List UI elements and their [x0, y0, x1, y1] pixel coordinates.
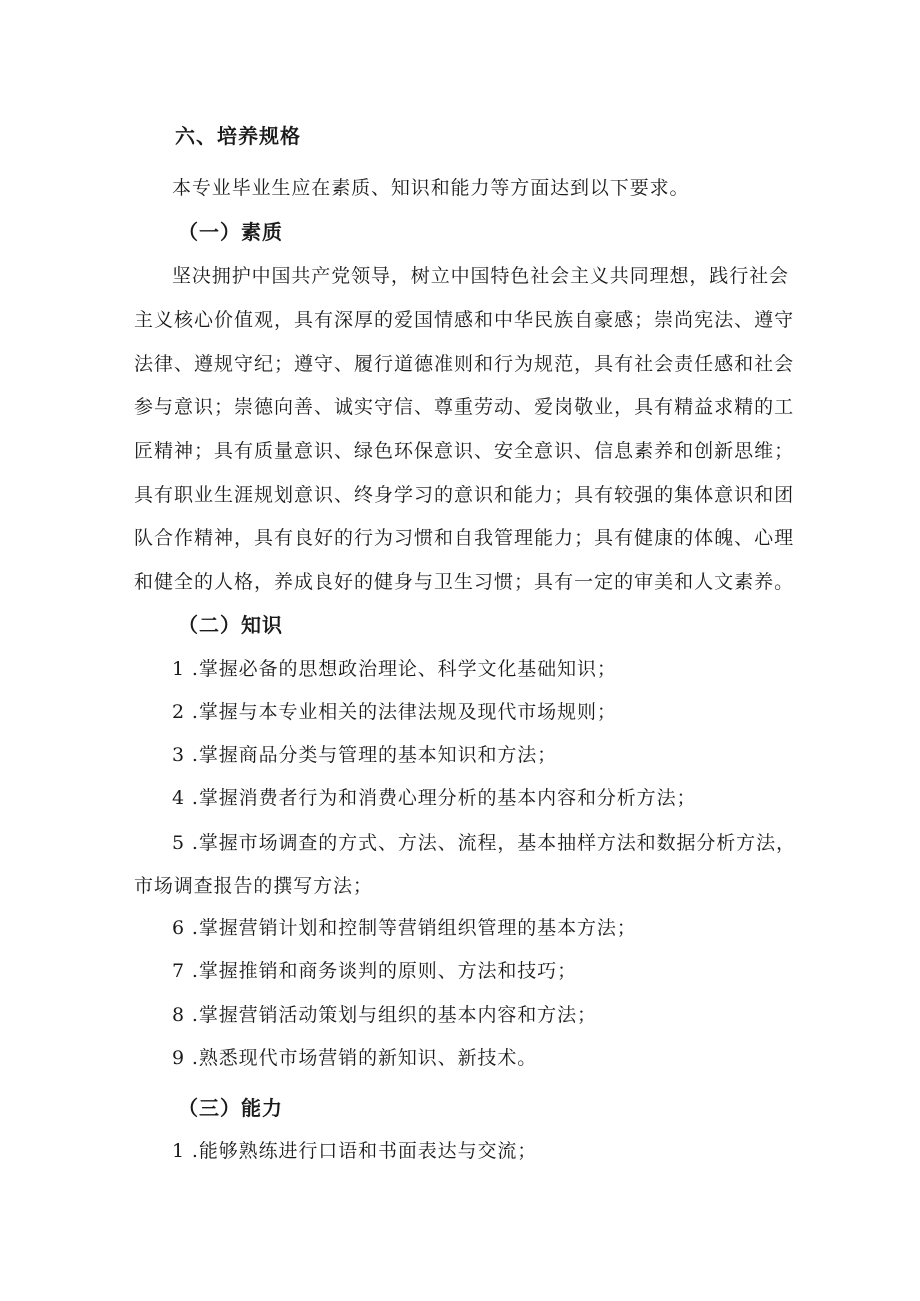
- quality-line: 参与意识；崇德向善、诚实守信、尊重劳动、爱岗敬业，具有精益求精的工: [134, 396, 794, 418]
- knowledge-item: 3 .掌握商品分类与管理的基本知识和方法；: [172, 744, 558, 766]
- quality-line: 坚决拥护中国共产党领导，树立中国特色社会主义共同理想，践行社会: [172, 265, 789, 287]
- ability-item: 1 .能够熟练进行口语和书面表达与交流；: [172, 1140, 538, 1162]
- quality-heading: （一）素质: [178, 220, 283, 244]
- knowledge-item: 2 .掌握与本专业相关的法律法规及现代市场规则；: [172, 701, 617, 723]
- knowledge-item: 5 .掌握市场调查的方式、方法、流程，基本抽样方法和数据分析方法，: [172, 832, 796, 854]
- knowledge-item-continued: 市场调查报告的撰写方法；: [134, 875, 373, 897]
- knowledge-item: 8 .掌握营销活动策划与组织的基本内容和方法；: [172, 1004, 597, 1026]
- knowledge-item: 9 .熟悉现代市场营销的新知识、新技术。: [172, 1047, 538, 1069]
- knowledge-item: 1 .掌握必备的思想政治理论、科学文化基础知识；: [172, 658, 617, 680]
- knowledge-item: 4 .掌握消费者行为和消费心理分析的基本内容和分析方法；: [172, 787, 697, 809]
- quality-line: 队合作精神，具有良好的行为习惯和自我管理能力；具有健康的体魄、心理: [134, 527, 794, 549]
- quality-line: 匠精神；具有质量意识、绿色环保意识、安全意识、信息素养和创新思维；: [134, 440, 794, 462]
- intro-paragraph: 本专业毕业生应在素质、知识和能力等方面达到以下要求。: [172, 177, 690, 199]
- quality-line: 具有职业生涯规划意识、终身学习的意识和能力；具有较强的集体意识和团: [134, 484, 794, 506]
- knowledge-item: 6 .掌握营销计划和控制等营销组织管理的基本方法；: [172, 917, 637, 939]
- knowledge-heading: （二）知识: [178, 613, 283, 637]
- knowledge-item: 7 .掌握推销和商务谈判的原则、方法和技巧；: [172, 960, 577, 982]
- ability-heading: （三）能力: [178, 1096, 283, 1120]
- quality-line: 主义核心价值观，具有深厚的爱国情感和中华民族自豪感；崇尚宪法、遵守: [134, 309, 794, 331]
- section-title: 六、培养规格: [175, 124, 301, 148]
- quality-line: 法律、遵规守纪；遵守、履行道德准则和行为规范，具有社会责任感和社会: [134, 353, 794, 375]
- quality-line: 和健全的人格，养成良好的健身与卫生习惯；具有一定的审美和人文素养。: [134, 571, 794, 593]
